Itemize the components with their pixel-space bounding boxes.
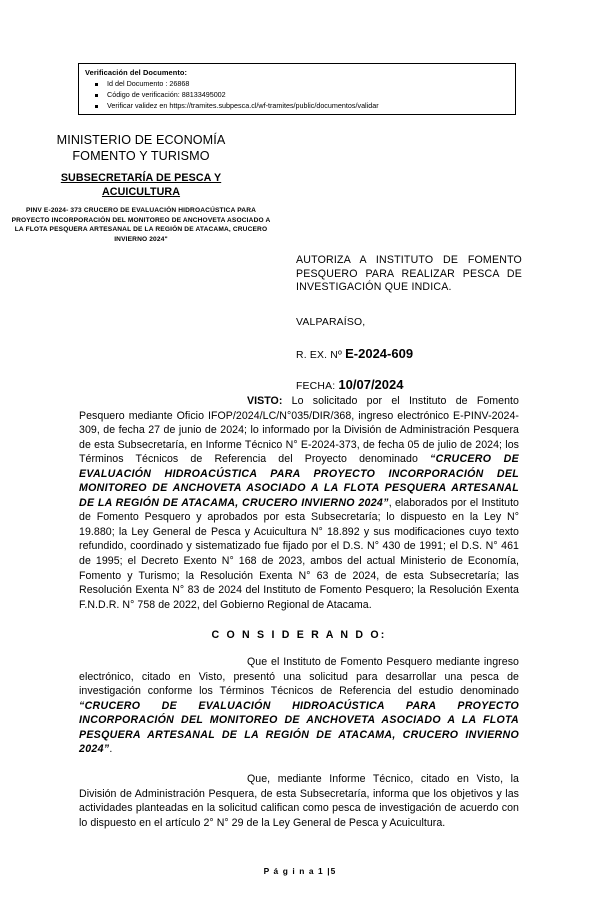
considerando-heading: C O N S I D E R A N D O: <box>211 629 387 642</box>
visto-label: VISTO: <box>247 395 283 407</box>
ministry-line-2: FOMENTO Y TURISMO <box>72 149 210 163</box>
document-heading-block <box>296 254 522 392</box>
visto-project-title: “CRUCERO DE EVALUACIÓN HIDROACÚSTICA PARA PROYECTO INCORPORACIÓN DEL MONITOREO DE ANCHOVETA ASOCIADO A LA FLOTA PESQUERA ARTESANAL DE LA REGIÓN DE ATACAMA, CRUCERO INVIERNO 2024” <box>79 453 519 509</box>
document-date-value: 10/07/2024 <box>338 376 404 392</box>
resolution-number-value: E-2024-609 <box>345 345 414 361</box>
document-date-row <box>296 377 522 392</box>
considerando-1-text-part-1: Que el Instituto de Fomento Pesquero mediante ingreso electrónico, citado en Visto, presentó una solicitud para desarrollar una pesca de investigación conforme los Términos Técnicos de Referencia del estudio denominado <box>79 656 519 698</box>
verification-list <box>85 78 515 111</box>
document-body <box>79 394 519 830</box>
considerando-2-text: Que, mediante Informe Técnico, citado en Visto, la División de Administración Pesquera, de esta Subsecretaría, informa que los objetivos y las actividades planteadas en la solicitud califican como pesca de investigación de acuerdo con lo dispuesto en el artículo 2° N° 29 de la Ley General de Pesca y Acuicultura. <box>79 773 519 829</box>
page-footer: P á g i n a 1 |5 <box>263 866 337 876</box>
considerando-1-text-part-2: . <box>109 743 113 756</box>
paragraph-visto <box>79 394 519 612</box>
resolution-number-row <box>296 346 522 361</box>
document-place: VALPARAÍSO, <box>296 316 366 328</box>
paragraph-considerando-1 <box>79 655 519 757</box>
project-reference-text: PINV E-2024- 373 CRUCERO DE EVALUACIÓN HIDROACÚSTICA PARA PROYECTO INCORPORACIÓN DEL MONITOREO DE ANCHOVETA ASOCIADO A LA FLOTA PESQUERA ARTESANAL DE LA REGIÓN DE ATACAMA, CRUCERO INVIERNO 2024" <box>11 207 271 243</box>
paragraph-considerando-2 <box>79 772 519 830</box>
document-date-label: FECHA: <box>296 380 336 392</box>
visto-text-part-2: , elaborados por el Instituto de Fomento Pesquero y aprobados por esta Subsecretaría; lo dispuesto en la Ley N° 19.880; la Ley General de Pesca y Acuicultura N° 18.892 y sus modificaciones cuyo texto refundido, coordinado y sistematizado fue fijado por el D.S. N° 430 de 1991; el D.S. N° 461 de 1995; el Decreto Exento N° 168 de 2023, ambos del actual Ministerio de Economía, Fomento y Turismo; la Resolución Exenta N° 63 de 2024, de esta Subsecretaría; las Resolución Exenta N° 83 de 2024 del Instituto de Fomento Pesquero; la Resolución Exenta F.N.D.R. N° 758 de 2022, del Gobierno Regional de Atacama. <box>79 496 519 611</box>
verification-item-code: Código de verificación: 88133495002 <box>85 89 515 100</box>
document-subject: AUTORIZA A INSTITUTO DE FOMENTO PESQUERO PARA REALIZAR PESCA DE INVESTIGACIÓN QUE INDICA. <box>296 254 522 294</box>
visto-text-part-1: Lo solicitado por el Instituto de Fomento Pesquero mediante Oficio IFOP/2024/LC/N°035/DIR/368, ingreso electrónico E-PINV-2024-309, de fecha 27 de junio de 2024; lo informado por la División de Administración Pesquera de esta Subsecretaría, en Informe Técnico N° E-2024-373, de fecha 05 de julio de 2024; los Términos Técnicos de Referencia del Proyecto denominado <box>79 395 519 466</box>
organization-header <box>10 132 272 244</box>
document-verification-box <box>78 63 516 115</box>
verification-item-url[interactable]: Verificar validez en https://tramites.subpesca.cl/wf-tramites/public/documentos/validar <box>85 100 515 111</box>
ministry-line-1: MINISTERIO DE ECONOMÍA <box>56 133 226 147</box>
subsecretaria-line-2: ACUICULTURA <box>101 186 181 198</box>
verification-item-document-id: Id del Documento : 26868 <box>85 78 515 89</box>
verification-title: Verificación del Documento: <box>85 68 188 77</box>
considerando-1-project-title: “CRUCERO DE EVALUACIÓN HIDROACÚSTICA PARA PROYECTO INCORPORACIÓN DEL MONITOREO DE ANCHOVETA ASOCIADO A LA FLOTA PESQUERA ARTESANAL DE LA REGIÓN DE ATACAMA, CRUCERO INVIERNO 2024” <box>79 699 519 756</box>
resolution-number-label: R. EX. Nº <box>296 349 343 361</box>
subsecretaria-line-1: SUBSECRETARÍA DE PESCA Y <box>60 172 222 184</box>
